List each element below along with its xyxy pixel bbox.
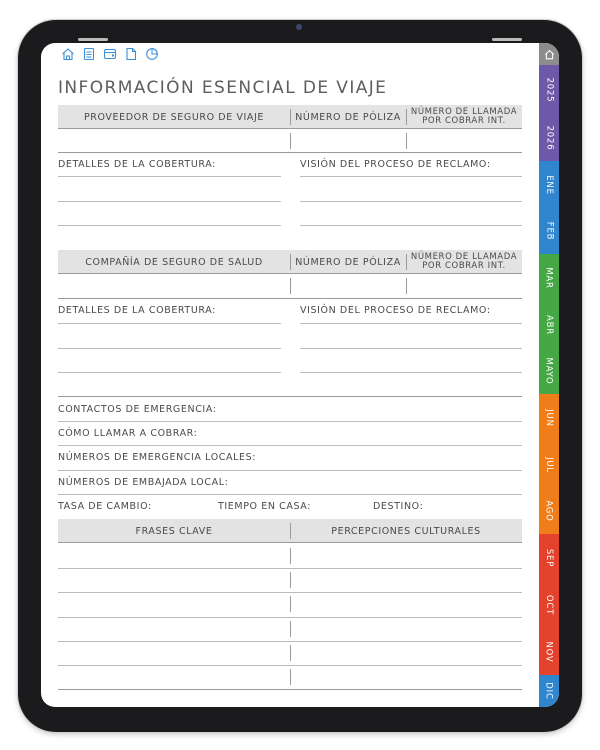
emergency-contacts-label: CONTACTOS DE EMERGENCIA: <box>58 404 217 415</box>
tab-dic[interactable] <box>539 675 559 707</box>
writing-line[interactable] <box>58 201 281 202</box>
writing-line[interactable] <box>300 372 522 373</box>
tab-label: AGO <box>544 500 554 522</box>
table-row[interactable] <box>58 689 522 690</box>
writing-line[interactable] <box>58 176 281 177</box>
tab-ene[interactable] <box>539 161 559 208</box>
tab-jul[interactable] <box>539 441 559 488</box>
writing-line[interactable] <box>300 323 522 324</box>
column-divider <box>290 621 291 637</box>
health-coverage-label: DETALLES DE LA COBERTURA: <box>58 305 216 316</box>
front-camera <box>296 24 302 30</box>
tab-label: ABR <box>543 314 554 335</box>
home-icon[interactable] <box>61 47 75 61</box>
column-divider <box>290 548 291 564</box>
tab-jun[interactable] <box>539 394 559 441</box>
writing-line[interactable] <box>300 225 522 226</box>
tab-mayo[interactable] <box>539 348 559 394</box>
tab-label: SEP <box>543 548 554 567</box>
tab-label: MAYO <box>544 357 555 385</box>
tab-label: 2025 <box>544 77 554 102</box>
column-divider <box>290 109 291 125</box>
tab-feb[interactable] <box>539 208 559 254</box>
writing-line[interactable] <box>300 348 522 349</box>
tab-2025[interactable] <box>539 65 559 114</box>
writing-line[interactable] <box>58 323 281 324</box>
writing-line[interactable] <box>58 348 281 349</box>
policy-header: NÚMERO DE PÓLIZA <box>295 111 401 123</box>
table-row[interactable] <box>58 568 522 569</box>
tab-home[interactable] <box>539 43 559 65</box>
travel-coverage-label: DETALLES DE LA COBERTURA: <box>58 159 216 170</box>
health-company-header: COMPAÑÍA DE SEGURO DE SALUD <box>85 256 263 268</box>
calendar-icon[interactable] <box>103 47 117 61</box>
planner-screen <box>41 43 559 707</box>
tab-label: OCT <box>544 594 554 615</box>
tab-mar[interactable] <box>539 254 559 301</box>
home-icon <box>544 49 555 60</box>
tab-label: NOV <box>544 640 554 663</box>
table-row[interactable] <box>58 617 522 618</box>
writing-line[interactable] <box>300 201 522 202</box>
top-navigation <box>61 47 159 61</box>
hardware-button <box>78 38 108 41</box>
embassy-label: NÚMEROS DE EMBAJADA LOCAL: <box>58 477 229 488</box>
travel-insurance-entry-line[interactable] <box>58 152 522 153</box>
tab-label: ENE <box>544 174 554 195</box>
tab-label: JUN <box>544 408 554 427</box>
tab-sep[interactable] <box>539 534 559 581</box>
page-title: INFORMACIÓN ESENCIAL DE VIAJE <box>58 78 388 98</box>
list-icon[interactable] <box>82 47 96 61</box>
table-row[interactable] <box>58 641 522 642</box>
provider-header: PROVEEDOR DE SEGURO DE VIAJE <box>83 111 265 123</box>
health-claims-label: VISIÓN DEL PROCESO DE RECLAMO: <box>300 305 491 316</box>
tab-label: DIC <box>543 682 554 700</box>
key-phrases-header: FRASES CLAVE <box>135 525 213 537</box>
column-divider <box>290 133 291 149</box>
tab-nov[interactable] <box>539 628 559 675</box>
tab-label: MAR <box>544 266 554 289</box>
side-tab-bar <box>539 43 559 707</box>
tab-label: 2026 <box>544 125 554 150</box>
tab-2026[interactable] <box>539 114 559 161</box>
page-icon[interactable] <box>124 47 138 61</box>
hardware-button <box>492 38 522 41</box>
home-time-label: TIEMPO EN CASA: <box>218 501 312 512</box>
writing-line[interactable] <box>58 494 522 495</box>
writing-line[interactable] <box>58 470 522 471</box>
column-divider <box>406 278 407 294</box>
column-divider <box>290 596 291 612</box>
tab-ago[interactable] <box>539 488 559 534</box>
health-insurance-entry-line[interactable] <box>58 298 522 299</box>
tab-abr[interactable] <box>539 301 559 348</box>
column-divider <box>406 254 407 270</box>
writing-line[interactable] <box>58 225 281 226</box>
collect-call-label: CÓMO LLAMAR A COBRAR: <box>58 428 198 439</box>
exchange-rate-label: TASA DE CAMBIO: <box>58 501 152 512</box>
clock-icon[interactable] <box>145 47 159 61</box>
column-divider <box>406 109 407 125</box>
tab-label: JUL <box>544 456 554 473</box>
tab-label: FEB <box>544 221 554 241</box>
column-divider <box>290 254 291 270</box>
column-divider <box>290 572 291 588</box>
column-divider <box>406 133 407 149</box>
travel-claims-label: VISIÓN DEL PROCESO DE RECLAMO: <box>300 159 491 170</box>
writing-line[interactable] <box>58 421 522 422</box>
column-divider <box>290 523 291 539</box>
table-row[interactable] <box>58 665 522 666</box>
destination-label: DESTINO: <box>373 501 424 512</box>
writing-line[interactable] <box>58 445 522 446</box>
writing-line[interactable] <box>58 372 281 373</box>
local-emergency-label: NÚMEROS DE EMERGENCIA LOCALES: <box>58 452 257 463</box>
column-divider <box>290 278 291 294</box>
section-divider <box>58 396 522 397</box>
policy-header: NÚMERO DE PÓLIZA <box>295 256 401 268</box>
cultural-insights-header: PERCEPCIONES CULTURALES <box>331 525 481 537</box>
collect-call-header: NÚMERO DE LLAMADA POR COBRAR INT. <box>410 252 518 271</box>
column-divider <box>290 669 291 685</box>
column-divider <box>290 645 291 661</box>
table-row[interactable] <box>58 592 522 593</box>
writing-line[interactable] <box>300 176 522 177</box>
collect-call-header: NÚMERO DE LLAMADA POR COBRAR INT. <box>410 107 518 126</box>
tab-oct[interactable] <box>539 581 559 628</box>
